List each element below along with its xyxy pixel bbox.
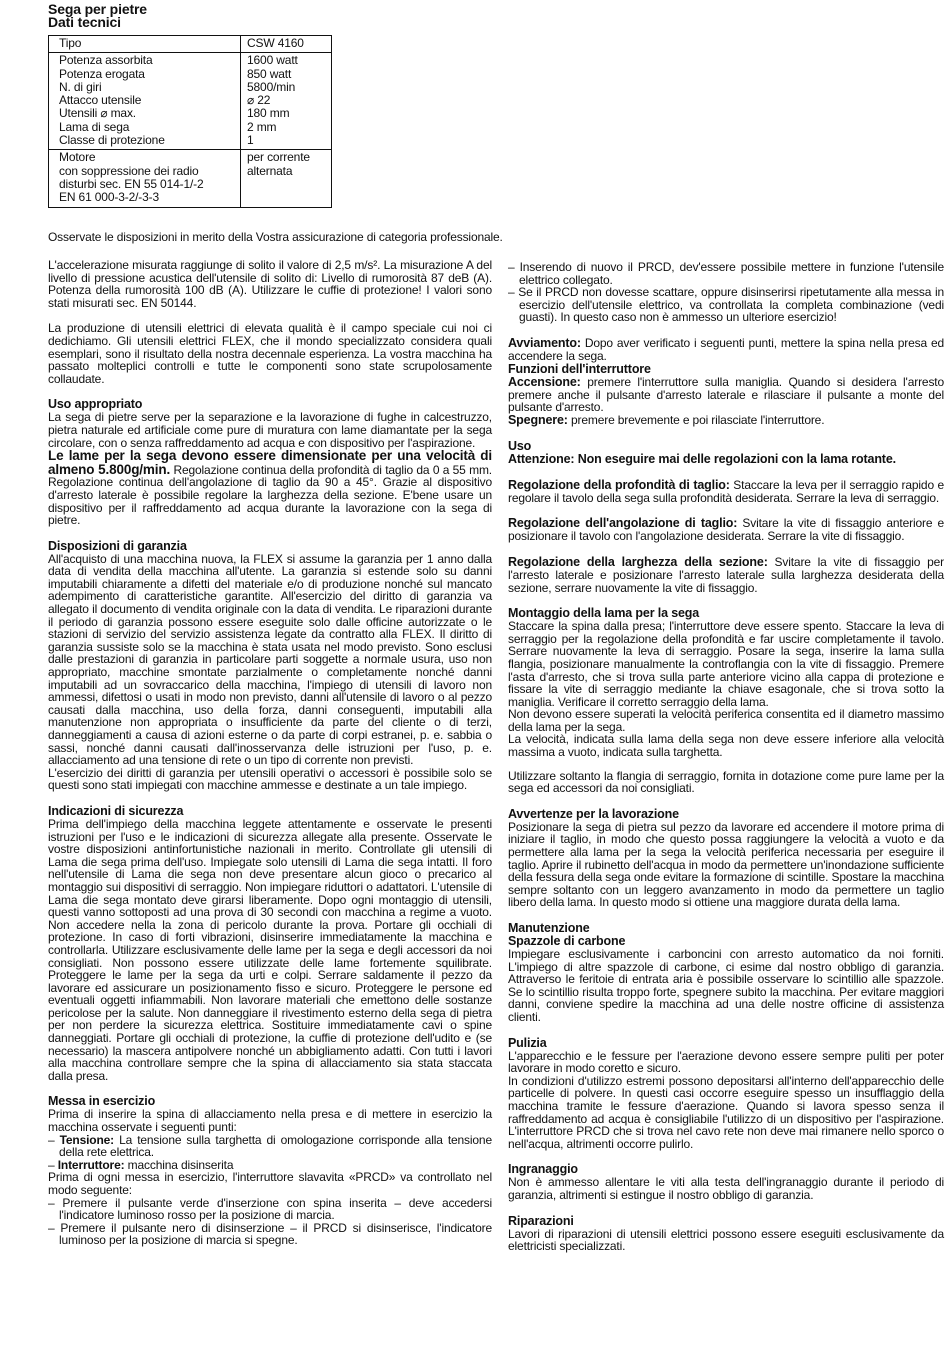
- gearbox-paragraph: Non è ammesso allentare le viti alla testa dell'ingranaggio durante il periodo di garanzia, altrimenti si estingue il nostro obbligo di garanzia.: [508, 1175, 944, 1202]
- section-heading: Indicazioni di sicurezza: [48, 803, 184, 818]
- startup-section: [48, 1095, 492, 1247]
- prcd-step: – Premere il pulsante verde d'inserzione con spina inserita – deve accedersi l'indicatore luminoso rosso per la posizione di marcia.: [48, 1195, 492, 1223]
- spec-value: 5800/min: [247, 79, 296, 94]
- spec-values-row: [49, 53, 332, 150]
- spec-value: 1: [247, 133, 254, 148]
- spec-labels-cell: [49, 53, 241, 150]
- switch-item: – Interruttore: macchina disinserita: [48, 1157, 234, 1172]
- spec-type-label: Tipo: [59, 36, 82, 50]
- switch-label: Interruttore:: [57, 1157, 125, 1172]
- noise-section: [48, 259, 492, 309]
- switch-off-paragraph: [508, 414, 944, 427]
- prcd-step: – Inserendo di nuovo il PRCD, dev'essere possibile mettere in funzione l'utensile elettrico collegato.: [508, 260, 944, 287]
- section-heading: Uso: [508, 438, 532, 453]
- blade-speed-text: Regolazione continua della profondità di taglio da 0 a 55 mm. Regolazione continua dell'angolazione di taglio da 90 a 45°. Grazie al dispositivo d'arresto laterale è possibile regolare la larghezza della sezione. E'bene usare un dispositivo per il raffreddamento ad acqua durante la lavorazione con la sega di pietre.: [48, 462, 492, 528]
- section-heading: Ingranaggio: [508, 1162, 578, 1177]
- prcd-step-text: Premere il pulsante verde d'inserzione con spina inserita – deve accedersi l'indicatore luminoso rosso per la posizione di marcia.: [59, 1195, 492, 1223]
- spec-label: Potenza assorbita: [59, 53, 153, 68]
- section-heading: Pulizia: [508, 1035, 547, 1050]
- prcd-step: – Premere il pulsante nero di disinserzione – il PRCD si disinserisce, l'indicatore luminoso per la posizione di marcia si spegne.: [48, 1220, 492, 1248]
- section-heading: Funzioni dell'interruttore: [508, 361, 651, 376]
- spec-label: Classe di protezione: [59, 133, 165, 148]
- blade-limits-paragraph: Non devono essere superati la velocità periferica consentita ed il diametro massimo della lama per la sega.: [508, 707, 944, 734]
- blade-speed-warning: Le lame per la sega devono essere dimensionate per una velocità di almeno 5.800g/min.: [48, 448, 492, 477]
- right-column: [508, 261, 944, 1266]
- angle-label: Regolazione dell'angolazione di taglio:: [508, 516, 738, 531]
- intro-section: [48, 322, 492, 385]
- spec-motor-label-line: Motore: [59, 150, 96, 165]
- page-title: Sega per pietre: [48, 1, 147, 17]
- spacer: [508, 759, 944, 770]
- gearbox-section: [508, 1163, 944, 1201]
- spec-label: Lama di sega: [59, 119, 130, 134]
- angle-text: Svitare la vite di fissaggio anteriore e posizionare il tavolo con l'angolazione desiderata. Serrare la vite di fissaggio.: [508, 516, 944, 544]
- start-paragraph: [508, 337, 944, 363]
- switch-off-label: Spegnere:: [508, 412, 568, 427]
- depth-paragraph: [508, 479, 944, 505]
- cleaning-section: [508, 1037, 944, 1151]
- insurance-note: Osservate le disposizioni in merito della Vostra assicurazione di categoria professionale.: [48, 230, 503, 244]
- voltage-label: Tensione:: [59, 1132, 115, 1147]
- left-column: [48, 259, 492, 1260]
- intro-paragraph: La produzione di utensili elettrici di elevata qualità è il campo speciale cui noi ci dedichiamo. Gli utensili elettrici FLEX, che il mondo specializzato considera quali esemplari, sono il risultato della nostra decennale esperienza. La vostra macchina ha passato molteplici controlli e tutte le componenti sono state scrupolosamente collaudate.: [48, 321, 492, 386]
- depth-section: [508, 479, 944, 505]
- maintenance-section: [508, 922, 944, 1024]
- start-section: [508, 337, 944, 427]
- spec-value: 1600 watt: [247, 53, 298, 68]
- spec-motor-row: [49, 150, 332, 207]
- section-heading: Uso appropriato: [48, 397, 143, 412]
- brushes-paragraph: Impiegare esclusivamente i carboncini con arresto automatico da noi forniti. L'impiego di altre spazzole di carbone, ci esime dal nostro obbligo di garanzia. Attraverso le feritoie di entrata aria è possibile osservare lo scintillio alle spazzole. Se lo scintillio risulta troppo forte, spegnere subito la macchina. Per evitare maggiori danni, conviene spedire la macchina ad una delle nostre officine di assistenza clienti.: [508, 947, 944, 1024]
- safety-section: [48, 805, 492, 1082]
- prcd-paragraph: Prima di ogni messa in esercizio, l'interruttore slavavita «PRCD» va controllato nel modo seguente:: [48, 1170, 492, 1197]
- section-heading: Manutenzione: [508, 921, 590, 935]
- spec-label: Attacco utensile: [59, 93, 142, 108]
- intended-use-paragraph: La sega di pietre serve per la separazione e la lavorazione di fughe in calcestruzzo, pietra naturale ed artificiale come pure di muratura con lame diamantate per la sega circolare, con o senza raffreddamento ad acqua e con dispositivo per l'aspirazione.: [48, 410, 492, 450]
- start-text: Dopo aver verificato i seguenti punti, mettere la spina nella presa ed accendere la sega.: [508, 335, 944, 363]
- width-label: Regolazione della larghezza della sezione:: [508, 554, 768, 569]
- section-heading: Montaggio della lama per la sega: [508, 606, 700, 621]
- spec-motor-label-line: EN 61 000-3-2/-3-3: [59, 190, 160, 205]
- technical-data-table: [48, 35, 332, 208]
- switch-on-label: Accensione:: [508, 374, 581, 389]
- spec-type-row: [49, 36, 332, 53]
- prcd-step-text: Premere il pulsante nero di disinserzione – il PRCD si disinserisce, l'indicatore luminoso per la posizione di marcia si spegne.: [59, 1220, 492, 1248]
- switch-text: macchina disinserita: [124, 1157, 234, 1172]
- spec-motor-label-line: disturbi sec. EN 55 014-1/-2: [59, 176, 204, 191]
- blade-speed-paragraph: La velocità, indicata sulla lama della sega non deve essere inferiore alla velocità massima a vuoto, indicata sulla targhetta.: [508, 732, 944, 760]
- noise-paragraph: L'accelerazione misurata raggiunge di solito il valore di 2,5 m/s². La misurazione A del livello di pressione acustica dell'utensile di solito di: Livello di rumorosità 87 deB (A). Potenza della rumorosità 100 dB (A). Utilizzare le cuffie di protezione! I valori sono stati misurati sec. EN 50144.: [48, 258, 492, 310]
- startup-paragraph: Prima di inserire la spina di allacciamento nella presa e di mettere in esercizio la macchina osservate i seguenti punti:: [48, 1107, 492, 1135]
- spec-label: Potenza erogata: [59, 66, 145, 81]
- safety-paragraph: Prima dell'impiego della macchina leggete attentamente e osservate le presenti istruzioni per l'uso e le indicazioni di sicurezza allegate alla presente. Osservate le vostre disposizioni antinfortunistiche nazionali in merito. Controllate gli utensili di Lama die sega prima dell'uso. Impiegate solo utensili di Lama die sega intatti. Il foro nell'utensile di Lama die sega non deve presentare alcun gioco o precarico al montaggio sui dispositivi di serraggio. Non impiegare riduttori o adattatori. L'utensile di Lama die sega montato deve girarsi liberamente. Dopo ogni montaggio di utensili, questi vanno sottoposti ad una prova di 30 secondi con macchina a regime a vuoto. Non accedere nella la zona di pericolo durante la prova. Portare gli occhiali di protezione. In caso di forti vibrazioni, disinserire immediatamente la macchina e controllarla. Utilizzare esclusivamente delle lame per la sega e degli accessori da noi consigliati. Non possono essere utilizzate delle lame fortemente squilibrate. Proteggere le lame per la sega da urti e colpi. Serrare saldamente il pezzo da lavorare ed assicurare un posizionamento fisso e sicuro. Proteggere le persone ed eventuali oggetti infiammabili. Non lavorare materiali che emettono delle sostanze pericolose per la salute. Non danneggiare il rivestimento esterno della sega di pietra per non perdere la sicurezza elettrica. Sostituire immediatamente cavi o spine danneggiati. Portare gli occhiali di protezione, la cuffie di protezione dell'udito e (se necessario) la mascera antipolvere nonché un abbigliamento adatti. Con tutti i lavori alla macchina controllare sempre che la spina di allacciamento sia stata staccata dalla presa.: [48, 816, 492, 1083]
- use-section: [508, 440, 944, 466]
- width-paragraph: [508, 556, 944, 594]
- prcd-step-text: Se il PRCD non dovesse scattare, oppure disinserirsi ripetutamente alla messa in esercizio dell'utensile elettrico, va controllata la completa combinazione (vedi guasti). In questo caso non è ammesso un ulteriore esercizio!: [518, 285, 944, 325]
- work-notes-paragraph: Posizionare la sega di pietra sul pezzo da lavorare ed accendere il motore prima di iniziare il taglio, in modo che questo possa raggiungere la velocità a vuoto e da permettere alla lama per la sega la velocità periferica necessaria per eseguire il taglio. Aprire il rubinetto dell'acqua in modo da permettere un'inondazione sufficiente della fessura della sega onde evitare la formazione di scintille. Spostare la macchina sempre soltanto con un leggero avanzamento in modo da permettere un taglio libero della lama. In questo modo si ottiene una maggiore durata della lama.: [508, 819, 944, 910]
- work-notes-section: [508, 808, 944, 909]
- width-section: [508, 556, 944, 594]
- section-heading: Disposizioni di garanzia: [48, 538, 187, 553]
- warranty-section: [48, 540, 492, 792]
- spec-values-cell: [241, 53, 332, 150]
- subsection-heading: Spazzole di carbone: [508, 934, 626, 948]
- switch-on-paragraph: [508, 376, 944, 414]
- intended-use-section: [48, 398, 492, 526]
- prcd-continued: [508, 261, 944, 324]
- spec-value: 180 mm: [247, 106, 290, 121]
- voltage-text: La tensione sulla targhetta di omologazione corrisponde alla tensione della rete elettrica.: [59, 1132, 492, 1160]
- cleaning-paragraph-2: In condizioni d'utilizzo estremi possono depositarsi all'interno dell'apparecchio delle particelle di polvere. In questi casi occorre eseguire spesso un insufflaggio della macchina tramite le fessure d'aerazione. Quando si lavora spesso senza il raffreddamento ad acqua è consigliabile l'utilizzo di un dispositivo per l'aspirazione. L'interruttore PRCD che si trova nel cavo rete non deve mai rimanere nello sporco o nell'acqua, altrimenti occorre pulirlo.: [508, 1073, 944, 1151]
- blade-mount-paragraph: Staccare la spina dalla presa; l'interruttore deve essere spento. Staccare la leva di serraggio per la regolazione della profondità e far uscire completamente il tavolo. Serrare nuovamente la leva di serraggio. Posare la sega, inserire la lama sulla flangia, posizionare manualmente la controflangia con la vite di fissaggio. Premere l'asta d'arresto, che si trova sulla parte anteriore vicino alla cappa di protezione e fissare la vite di serraggio mediante la chiave esagonale, che si trova sotto la maniglia. Verificare il corretto serraggio della lama.: [508, 619, 944, 709]
- blade-speed-paragraph: [48, 449, 492, 527]
- blade-mount-section: [508, 607, 944, 795]
- spec-motor-value-line: alternata: [247, 163, 293, 178]
- repairs-section: [508, 1215, 944, 1253]
- section-heading: Messa in esercizio: [48, 1094, 156, 1109]
- spec-motor-value-line: per corrente: [247, 150, 310, 165]
- warranty-accessories-paragraph: L'esercizio dei diritti di garanzia per utensili operativi o accessori è possibile solo se questi sono stati impiegati con macchine ammesse e destinate a un tale impiego.: [48, 765, 492, 793]
- spec-label: N. di giri: [59, 79, 102, 94]
- section-heading: Riparazioni: [508, 1213, 574, 1228]
- attention-warning: Attenzione: Non eseguire mai delle regolazioni con la lama rotante.: [508, 451, 896, 466]
- angle-section: [508, 517, 944, 543]
- page-subtitle: Dati tecnici: [48, 14, 121, 30]
- width-text: Svitare la vite di fissaggio per l'arresto laterale e posizionare l'arresto laterale sulla larghezza desiderata della sezione, serrare nuovamente la vite di fissaggio.: [508, 554, 944, 595]
- depth-label: Regolazione della profondità di taglio:: [508, 477, 730, 492]
- cleaning-paragraph: L'apparecchio e le fessure per l'aerazione devono essere sempre puliti per poter lavorare in modo coretto e sicuro.: [508, 1048, 944, 1076]
- spec-label: Utensili ⌀ max.: [59, 106, 136, 121]
- warranty-paragraph: All'acquisto di una macchina nuova, la FLEX si assume la garanzia per 1 anno dalla data di vendita della macchina all'utente. La garanzia si estende solo su danni imputabili chiaramente a difetti del materiale e/o di produzione nonché sul mancato adempimento di caratteristiche garantite. All'esercizio del diritto di garanzia va allegato il documento di vendita originale con la data di vendita. Le riparazioni durante il periodo di garanzia possono essere eseguite solo dalle officine autorizzate o le stazioni di servizio del servizio assistenza legate da contratto alla FLEX. Il diritto di garanzia sussiste solo se la macchina è stata usata nel modo previsto. Sono esclusi dalle prestazioni di garanzia in particolare parti soggette a normale usura, uso non appropriato, macchine smontate parzialmente o completamente nonché danni imputabili ad un sovraccarico della macchina, l'impiego di utensili di lavoro non ammessi, difettosi o usati in modo non previsto, danni all'utensile di lavoro o al pezzo causati dalla macchina, uso della forza, danni conseguenti, imputabili alla manutenzione non appropriata o insufficiente da parte del cliente o di terzi, danneggiamenti a causa di azioni esterne o da parte di corpi estranei, p. e. sabbia o sassi, nonché danni causati dall'inosservanza delle istruzioni per l'uso, p. e. allacciamento ad una tensione di rete o un tipo di corrente non previsti.: [48, 551, 492, 768]
- spec-motor-label: [49, 150, 241, 207]
- spec-value: 2 mm: [247, 119, 277, 134]
- spec-motor-value: [241, 150, 332, 207]
- spec-type-value: CSW 4160: [241, 36, 332, 53]
- switch-on-text: premere l'interruttore sulla maniglia. Quando si desidera l'arresto premere anche il pulsante d'arresto laterale e rilasciare il pulsante a monte del pulsante d'arresto.: [508, 374, 944, 415]
- spec-motor-label-line: con soppressione dei radio: [59, 163, 199, 178]
- spec-value: ⌀ 22: [247, 93, 271, 108]
- repairs-paragraph: Lavori di riparazioni di utensili elettrici possono essere eseguiti esclusivamente da elettricisti specializzati.: [508, 1226, 944, 1254]
- section-heading: Avvertenze per la lavorazione: [508, 806, 679, 821]
- voltage-item: – Tensione: La tensione sulla targhetta di omologazione corrisponde alla tensione della rete elettrica.: [48, 1132, 492, 1160]
- depth-text: Staccare la leva per il serraggio rapido e regolare il tavolo della sega sulla profondità desiderata. Serrare la leva di serraggio.: [508, 477, 944, 505]
- flange-paragraph: Utilizzare soltanto la flangia di serraggio, fornita in dotazione come pure lame per la sega ed accessori da noi consigliati.: [508, 768, 944, 796]
- switch-off-text: premere brevemente e poi rilasciate l'interruttore.: [567, 412, 825, 427]
- prcd-step: – Se il PRCD non dovesse scattare, oppure disinserirsi ripetutamente alla messa in esercizio dell'utensile elettrico, va controllata la completa combinazione (vedi guasti). In questo caso non è ammesso un ulteriore esercizio!: [508, 285, 944, 325]
- angle-paragraph: [508, 517, 944, 543]
- start-label: Avviamento:: [508, 335, 581, 350]
- prcd-step-text: Inserendo di nuovo il PRCD, dev'essere possibile mettere in funzione l'utensile elettrico collegato.: [519, 260, 944, 287]
- spec-value: 850 watt: [247, 66, 292, 81]
